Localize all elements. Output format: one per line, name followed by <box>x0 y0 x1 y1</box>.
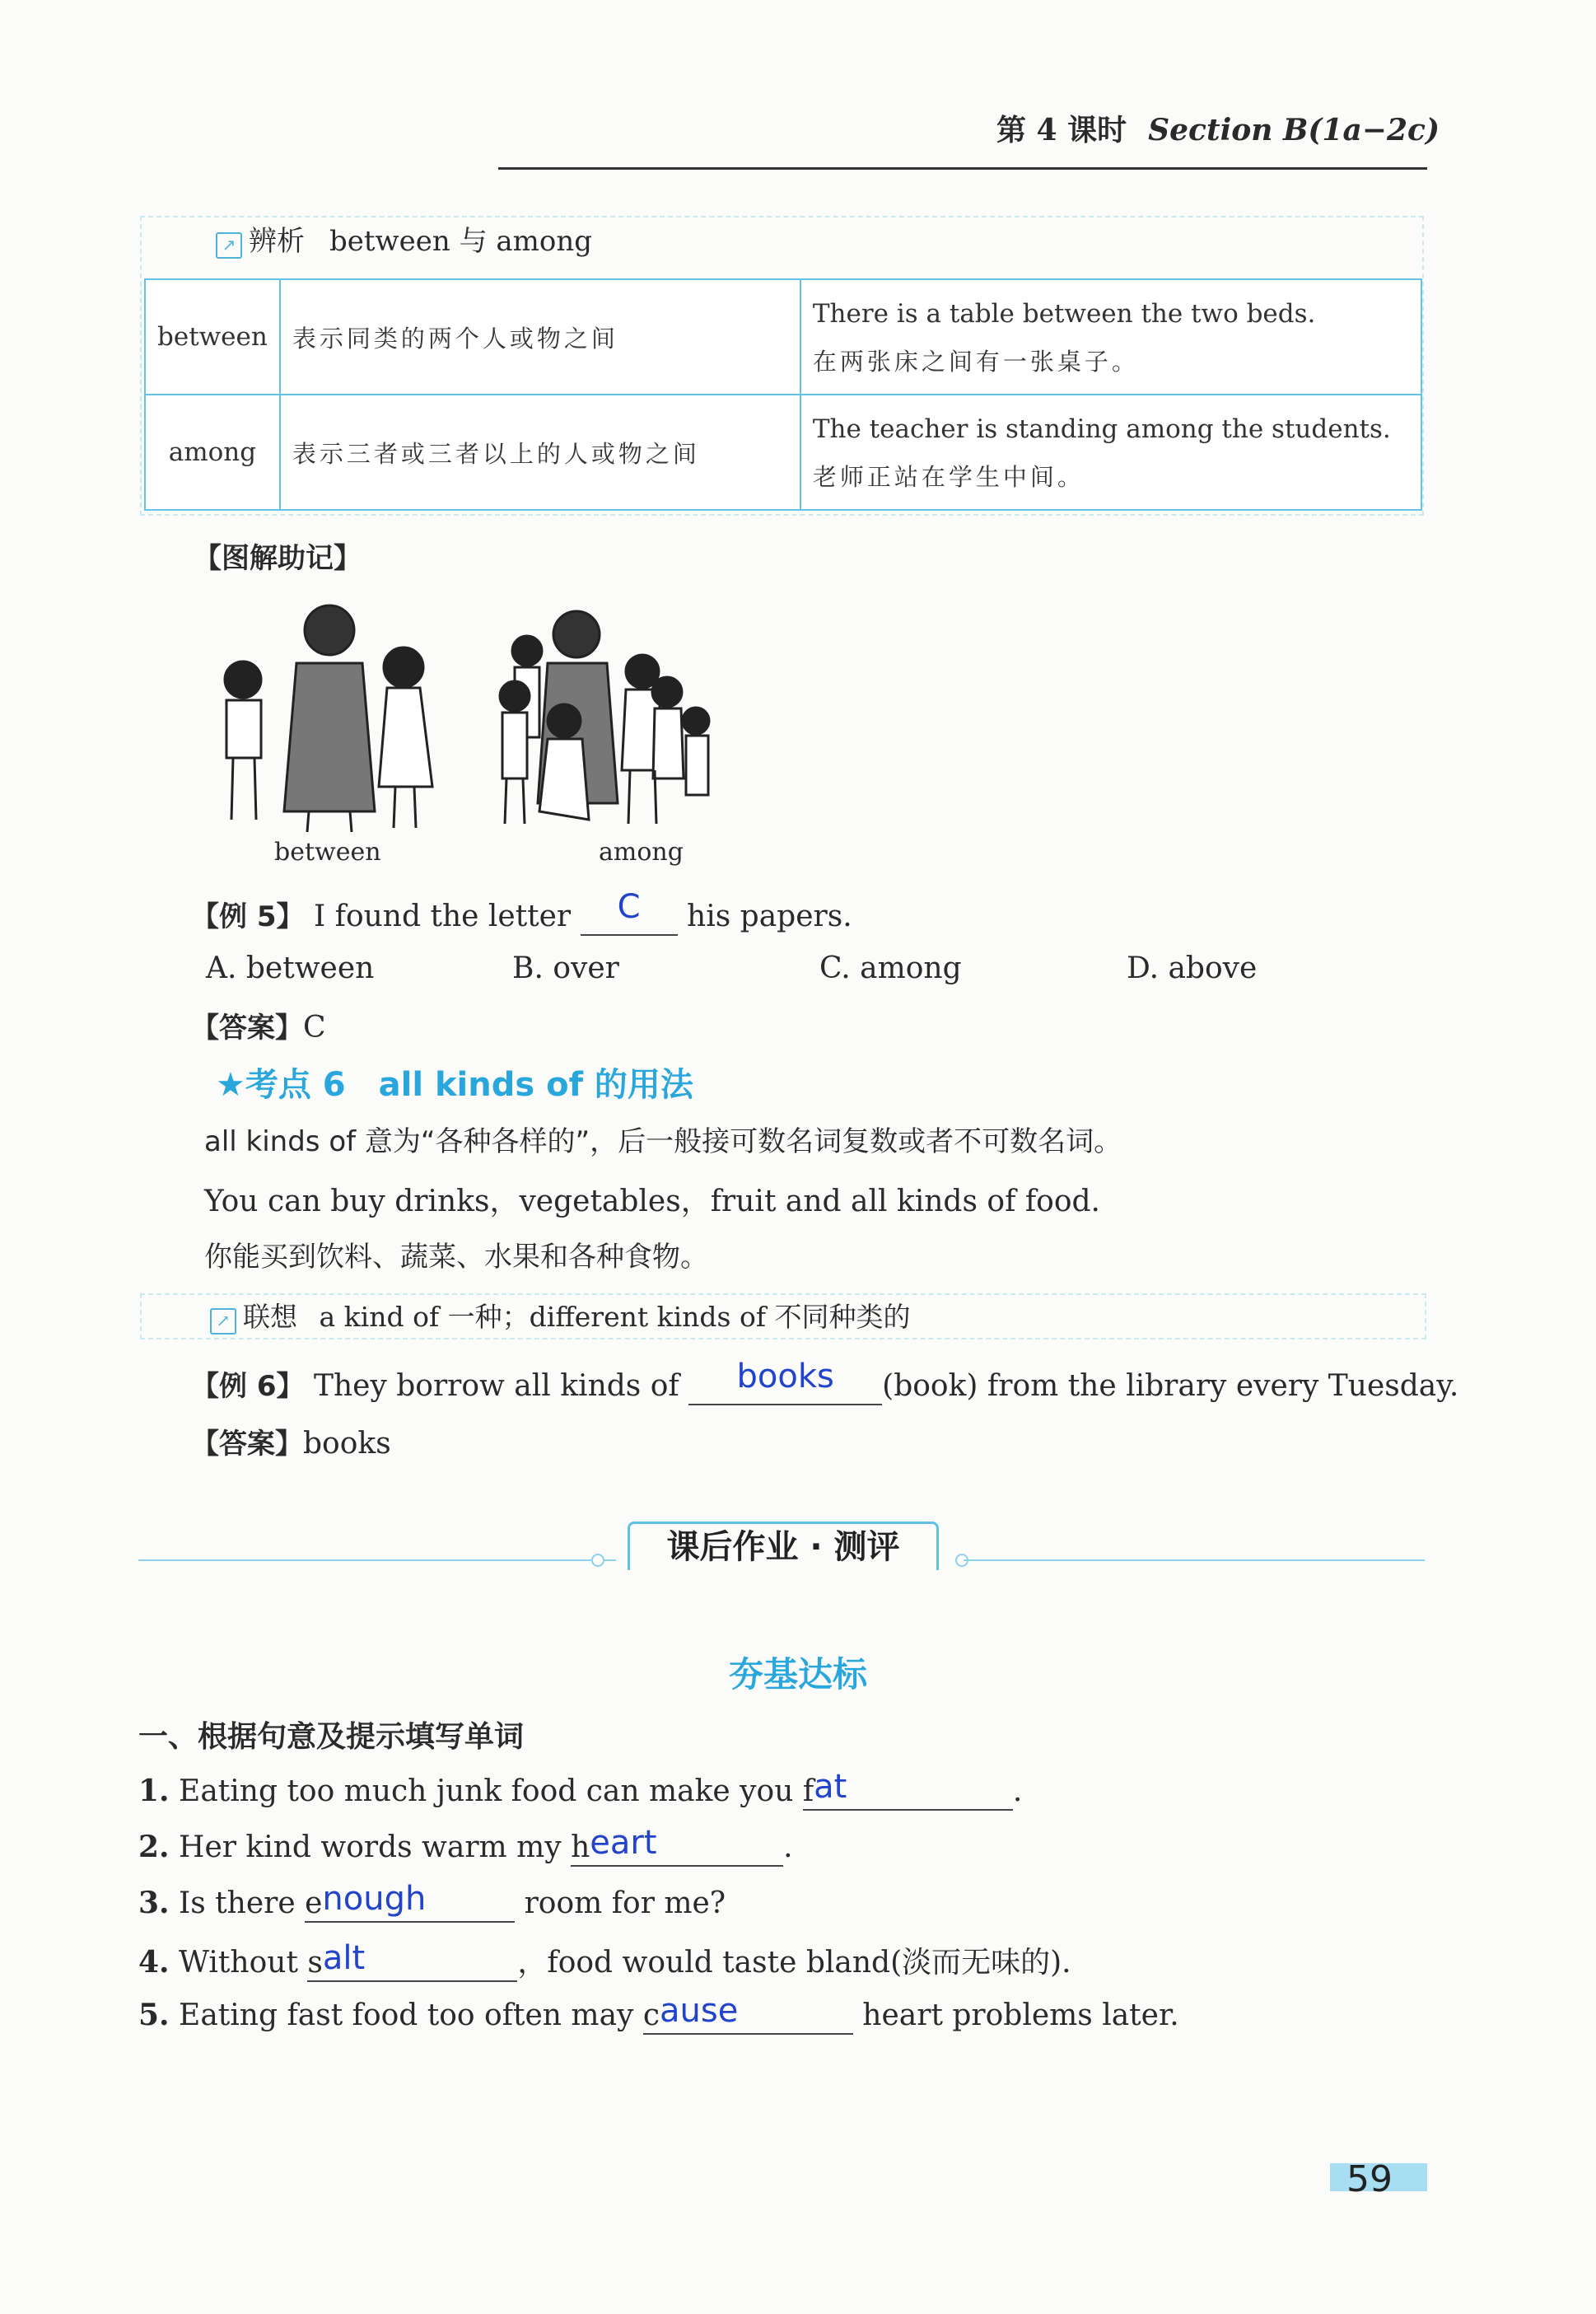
hint-letter: s <box>307 1946 323 1980</box>
question-5 <box>138 1992 1179 2035</box>
hint-letter: h <box>571 1830 590 1864</box>
page-number-tab <box>1330 2158 1427 2200</box>
question-2 <box>138 1824 793 1867</box>
question-text: Without <box>179 1946 298 1980</box>
table-cell-meaning: 表示三者或三者以上的人或物之间 <box>280 395 800 510</box>
hint-letter: f <box>802 1774 814 1808</box>
table-cell-example <box>800 279 1421 395</box>
example6-answer <box>191 1421 391 1461</box>
arrow-note-icon: ↗ <box>216 232 242 259</box>
running-header <box>996 107 1440 149</box>
table-cell-word: between <box>145 279 280 395</box>
example-english: There is a table between the two beds. <box>812 299 1316 329</box>
handwritten-answer: books <box>736 1358 834 1395</box>
example5-before: I found the letter <box>313 900 572 933</box>
example-chinese: 在两张床之间有一张桌子。 <box>812 348 1139 376</box>
answer-blank <box>571 1824 783 1867</box>
handwritten-answer: C <box>617 888 641 926</box>
banner-rule-left <box>138 1559 616 1561</box>
table-cell-example <box>800 395 1421 510</box>
section-subtitle: 夯基达标 <box>728 1654 867 1695</box>
table-cell-meaning: 表示同类的两个人或物之间 <box>280 279 800 395</box>
table-row <box>145 395 1421 510</box>
section-label: Section B(1a−2c) <box>1148 113 1440 147</box>
question-number: 4. <box>138 1945 170 1980</box>
question-text: Eating fast food too often may <box>179 1998 634 2032</box>
point6-example-zh: 你能买到饮料、蔬菜、水果和各种食物。 <box>204 1241 708 1274</box>
handwritten-answer: nough <box>322 1880 427 1918</box>
memory-heading: 【图解助记】 <box>194 542 362 575</box>
answer-value: C <box>303 1011 326 1045</box>
hint-letter: e <box>305 1886 323 1920</box>
banner-rule-right <box>964 1559 1425 1561</box>
table-row <box>145 279 1421 395</box>
homework-banner: 课后作业 · 测评 <box>628 1522 939 1570</box>
example6-question <box>191 1358 1459 1405</box>
caption-between: between <box>274 838 381 867</box>
answer-label: 【答案】 <box>191 1428 303 1461</box>
question-text: Eating too much junk food can make you <box>179 1774 794 1808</box>
answer-blank <box>307 1939 517 1982</box>
question-text: Is there <box>179 1886 296 1920</box>
point6-title: ★考点 6 all kinds of 的用法 <box>216 1066 693 1104</box>
question-end: ，food would taste bland(淡而无味的). <box>517 1946 1071 1980</box>
comparison-table <box>144 278 1422 511</box>
question-end: . <box>783 1830 793 1864</box>
question-end: . <box>1012 1774 1023 1808</box>
handwritten-answer: ause <box>660 1992 739 2030</box>
analysis-title <box>216 218 592 259</box>
question-end: room for me? <box>524 1886 726 1920</box>
answer-blank <box>802 1768 1013 1811</box>
header-rule <box>498 167 1427 170</box>
answer-blank <box>642 1992 853 2035</box>
option-a: A. between <box>206 951 375 985</box>
option-d: D. above <box>1127 951 1258 985</box>
example-english: The teacher is standing among the students. <box>812 414 1391 444</box>
table-cell-word: among <box>145 395 280 510</box>
example5-answer <box>191 1005 326 1045</box>
question-end: heart problems later. <box>862 1998 1179 2032</box>
example5-blank <box>581 888 678 936</box>
among-figures <box>500 611 709 824</box>
answer-value: books <box>303 1427 391 1461</box>
association-line <box>210 1296 911 1335</box>
option-c: C. among <box>819 951 962 985</box>
example6-blank <box>688 1358 882 1405</box>
hint-letter: c <box>642 1998 660 2032</box>
question-number: 1. <box>138 1774 170 1808</box>
example6-before: They borrow all kinds of <box>313 1369 679 1403</box>
option-b: B. over <box>512 951 619 985</box>
example6-label: 【例 6】 <box>191 1370 305 1403</box>
handwritten-answer: at <box>814 1768 847 1806</box>
question-text: Her kind words warm my <box>179 1830 562 1864</box>
between-figures <box>225 605 432 832</box>
example6-after: (book) from the library every Tuesday. <box>882 1369 1459 1403</box>
analysis-prefix: 辨析 <box>249 225 305 258</box>
question-3 <box>138 1880 726 1923</box>
analysis-heading: between 与 among <box>329 225 593 258</box>
banner-dot <box>591 1554 604 1567</box>
example5-question <box>191 888 852 936</box>
handwritten-answer: alt <box>322 1939 366 1977</box>
handwritten-answer: eart <box>590 1824 657 1862</box>
answer-label: 【答案】 <box>191 1012 303 1045</box>
point6-explanation: all kinds of 意为“各种各样的”，后一般接可数名词复数或者不可数名词。 <box>204 1125 1122 1158</box>
question-4 <box>138 1939 1071 1982</box>
lesson-label: 第 4 课时 <box>996 113 1127 147</box>
example5-label: 【例 5】 <box>191 900 305 933</box>
answer-blank <box>305 1880 515 1923</box>
people-illustration <box>202 589 762 836</box>
association-label: 联想 <box>243 1301 297 1333</box>
arrow-note-icon: ↗ <box>210 1308 236 1335</box>
page-number: 59 <box>1346 2158 1393 2200</box>
question-number: 2. <box>138 1830 170 1864</box>
association-text: a kind of 一种；different kinds of 不同种类的 <box>319 1301 911 1333</box>
example5-after: his papers. <box>687 900 852 933</box>
point6-example-en: You can buy drinks，vegetables，fruit and all kinds of food. <box>204 1185 1100 1218</box>
example-chinese: 老师正站在学生中间。 <box>812 463 1085 491</box>
question-number: 5. <box>138 1998 170 2032</box>
question-number: 3. <box>138 1886 170 1920</box>
caption-among: among <box>599 838 684 867</box>
question-1 <box>138 1768 1023 1811</box>
exercise-heading: 一、根据句意及提示填写单词 <box>138 1720 525 1754</box>
